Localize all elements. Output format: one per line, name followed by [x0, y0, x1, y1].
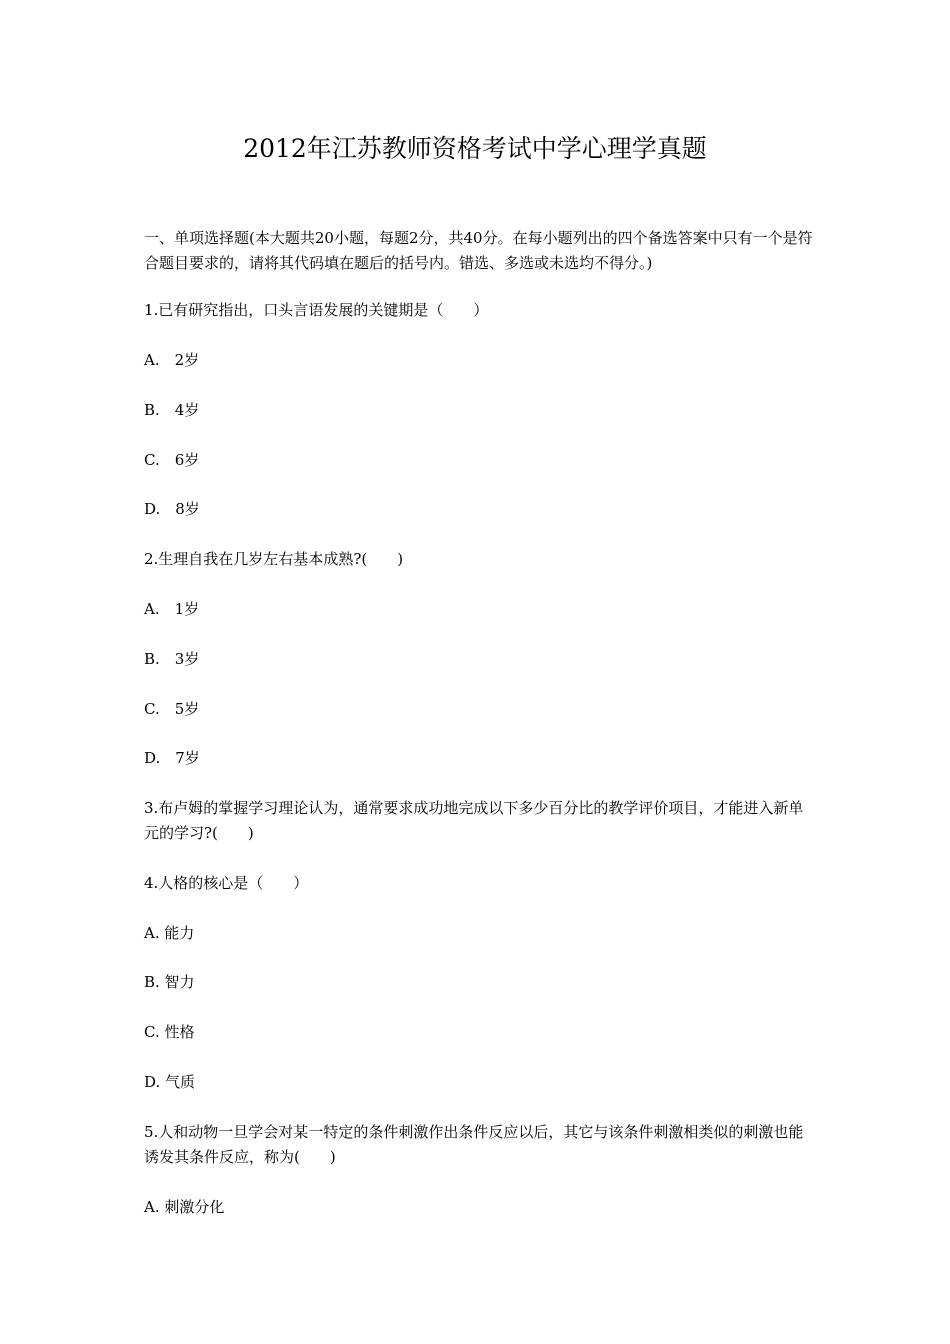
question-2-stem: 2.生理自我在几岁左右基本成熟?( ): [144, 550, 404, 568]
question-4-option-c: C. 性格: [144, 1023, 195, 1041]
question-4-option-a: A. 能力: [144, 924, 195, 942]
question-1-option-d: D. 8岁: [144, 500, 200, 518]
question-1-option-a: A. 2岁: [144, 351, 200, 369]
page-title: 2012年江苏教师资格考试中学心理学真题: [243, 134, 707, 163]
question-2-option-c: C. 5岁: [144, 700, 200, 718]
question-2-option-b: B. 3岁: [144, 650, 200, 668]
question-1-option-c: C. 6岁: [144, 451, 200, 469]
question-5-stem: 5.人和动物一旦学会对某一特定的条件刺激作出条件反应以后，其它与该条件刺激相类似的刺激也能诱发其条件反应，称为( ): [144, 1123, 804, 1166]
question-2-option-d: D. 7岁: [144, 749, 200, 767]
question-5-option-a: A. 刺激分化: [144, 1198, 225, 1216]
question-1-stem: 1.已有研究指出，口头言语发展的关键期是（ ）: [144, 301, 489, 319]
question-2-option-a: A. 1岁: [144, 600, 200, 618]
question-3-stem: 3.布卢姆的掌握学习理论认为，通常要求成功地完成以下多少百分比的教学评价项目，才能进入新单元的学习?( ): [144, 799, 804, 842]
question-4-stem: 4.人格的核心是（ ）: [144, 874, 309, 892]
question-4-option-b: B. 智力: [144, 973, 195, 991]
question-1-option-b: B. 4岁: [144, 401, 200, 419]
section-instructions: 一、单项选择题(本大题共20小题，每题2分，共40分。在每小题列出的四个备选答案中只有一个是符合题目要求的，请将其代码填在题后的括号内。错选、多选或未选均不得分。): [144, 229, 813, 272]
question-4-option-d: D. 气质: [144, 1073, 196, 1091]
